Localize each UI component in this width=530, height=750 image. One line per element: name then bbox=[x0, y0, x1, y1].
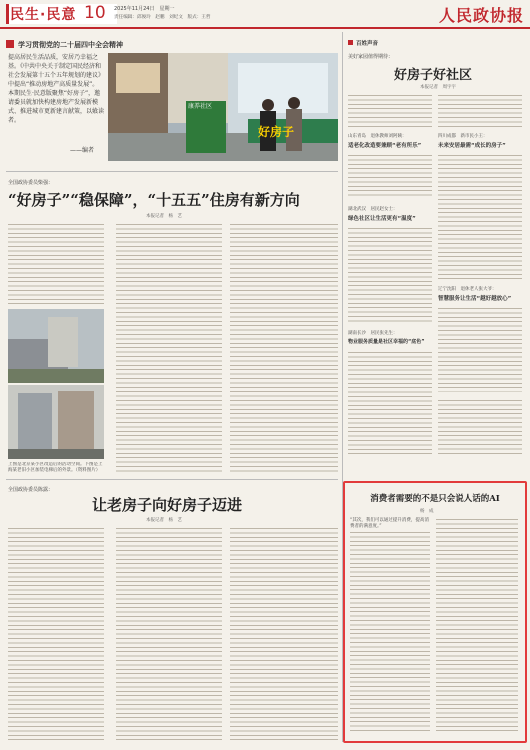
ai-article-text-col1 bbox=[350, 530, 430, 732]
voices-subtitle: 美好家园值得期待： bbox=[348, 54, 394, 60]
column-icon bbox=[348, 40, 353, 45]
article1-text-col2 bbox=[116, 222, 222, 472]
voice-text bbox=[438, 153, 522, 279]
ai-article-text-col2 bbox=[436, 517, 518, 732]
voice-region: 四川成都 新市民小王： bbox=[438, 134, 488, 139]
editor-intro: 提高居民生活品质，安居乃幸福之基。《中共中央关于制定国民经济和社会发展第十五个五年规划的建议》中提出“推动房地产高质量发展”。本期民生·民意版聚焦“好房子”，邀请委员就加快构建房地产发展新模式、推进城市更新建言献策，以飨读者。 bbox=[8, 54, 104, 124]
voice-headline: 智慧服务让生活“越好越放心” bbox=[438, 296, 512, 302]
editor-credits: 责任编辑：邱俊玲 赵鹏 刘纪文 版式：王哲 bbox=[114, 15, 211, 20]
column-name: 百姓声音 bbox=[356, 41, 379, 47]
study-label: 学习贯彻党的二十届四中全会精神 bbox=[18, 41, 123, 49]
article2-text-col3 bbox=[230, 526, 338, 740]
divider bbox=[6, 171, 338, 172]
issue-date: 2025年11月24日 星期一 bbox=[114, 6, 175, 12]
voice-headline: 物业服务质量是社区幸福的“底色” bbox=[348, 339, 425, 345]
article2-text-col2 bbox=[116, 526, 222, 740]
voice-region: 湖南长沙 居民张先生： bbox=[348, 331, 398, 336]
ai-article-byline: 杨 成 bbox=[420, 509, 434, 514]
voice-text bbox=[438, 398, 522, 456]
voice-text bbox=[438, 306, 522, 392]
divider bbox=[6, 479, 338, 480]
article1-text-col1 bbox=[8, 222, 104, 304]
voice-headline: 适老化改造要兼顾“老有所乐” bbox=[348, 143, 422, 149]
photo-banner-text: 好房子 bbox=[258, 125, 295, 139]
newspaper-logo: 人民政协报 bbox=[438, 6, 524, 25]
ai-article-title: 消费者需要的不是只会说人话的AI bbox=[370, 494, 500, 504]
article2-text-col1 bbox=[8, 526, 104, 740]
article1-byline: 本报记者 杨 艺 bbox=[146, 214, 182, 219]
article2-kicker: 全国政协委员陈露： bbox=[8, 487, 54, 493]
photo-caption: 上图是北京某小区改造后的活动空间。下图是上海某老旧小区加装电梯后的外景。（资料图片） bbox=[8, 462, 103, 473]
voice-region: 辽宁沈阳 退休老人张大爷： bbox=[438, 287, 497, 292]
voice-text bbox=[348, 226, 432, 324]
voice-text bbox=[348, 350, 432, 456]
photo-booth-label: 康养社区 bbox=[187, 103, 212, 110]
article1-text-col3 bbox=[230, 222, 338, 472]
voice-text bbox=[348, 153, 432, 199]
voices-intro-col2 bbox=[438, 93, 522, 127]
article2-byline: 本报记者 杨 艺 bbox=[146, 518, 182, 523]
voices-byline: 本报记者 周宇宇 bbox=[420, 85, 456, 90]
article2-title: 让老房子向好房子迈进 bbox=[92, 496, 243, 514]
header-rule bbox=[0, 27, 530, 29]
article1-title: “好房子”“稳保障”，“十五五”住房有新方向 bbox=[8, 191, 300, 209]
masthead bbox=[0, 0, 530, 30]
voice-region: 湖北武汉 居民赵女士： bbox=[348, 207, 398, 212]
expo-photo bbox=[108, 53, 338, 161]
editor-signature: ——编者 bbox=[70, 147, 95, 154]
voices-title: 好房子好社区 bbox=[394, 68, 473, 83]
voice-headline: 绿色社区让生活更有“温度” bbox=[348, 216, 416, 222]
section-name: 民生·民意 bbox=[10, 7, 77, 23]
neighborhood-photos bbox=[8, 309, 104, 459]
ai-article-lead: “其次，我们可以通过提升消费，提高消费者的满意度。” bbox=[350, 518, 429, 529]
voice-headline: 未来安居最需“成长的房子” bbox=[438, 143, 506, 149]
voices-intro-col1 bbox=[348, 93, 432, 127]
voice-region: 山东青岛 退休教师刘阿姨： bbox=[348, 134, 407, 139]
study-label-icon bbox=[6, 40, 14, 48]
article1-kicker: 全国政协委员柴强： bbox=[8, 180, 54, 186]
page-number: 10 bbox=[84, 3, 106, 23]
